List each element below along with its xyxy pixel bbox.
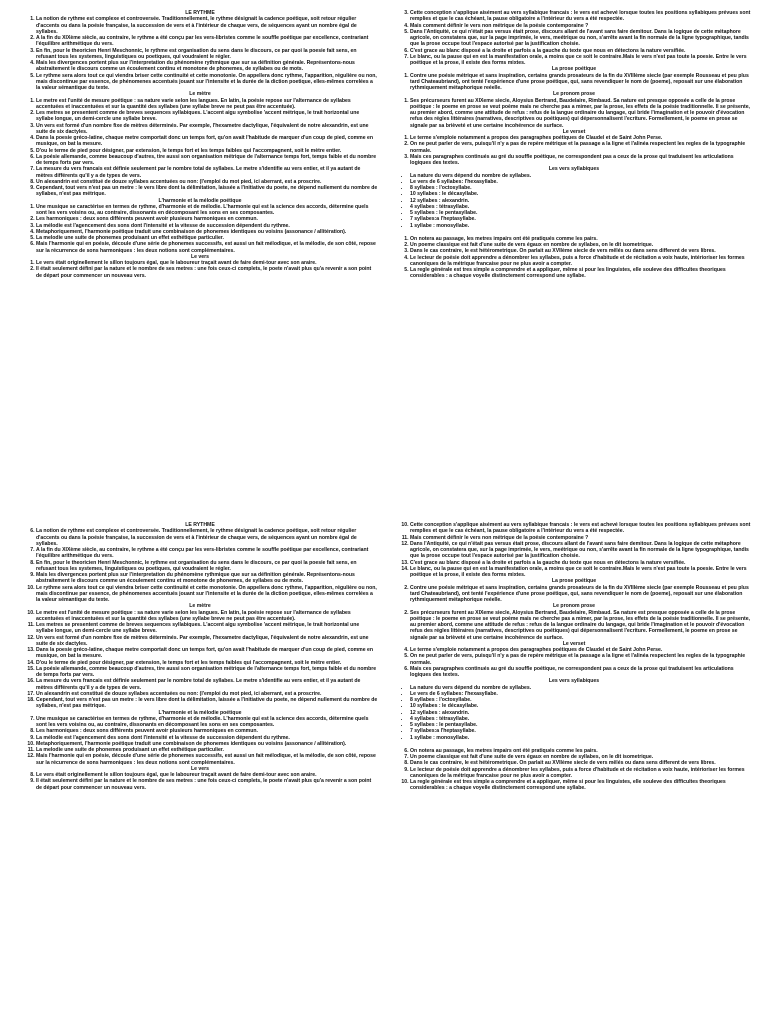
vers-list xyxy=(22,260,378,279)
list-item: 5. D'ou le terme de pied pour désigner, par extension, le temps fort et les temps faibles qui l'accompagnent, soit le mètre entier. xyxy=(36,148,378,154)
list-item: • 8 syllabes : l'octosyllabe. xyxy=(410,185,752,191)
list-item: • 1 syllabe : monosyllabe. xyxy=(410,735,752,741)
right-column-bottom xyxy=(396,522,752,1022)
list-item: 12. Mais l'harmonie qui en poésie, découle d'une série de phonemes successifs, est aussi un fait mélodique, et la mélodie, de son côté, repose sur la récurrence de sons harmoniques : les deux notions sont complémentaires. xyxy=(36,753,378,766)
list-item: 14. Le blanc, ou la pause qui en est la manifestation orale, a moins que ce soit le contraire.Mais le vers n'est pas toute la poesie. Entre le vers poétique et la prose, il existe des forms mixtes. xyxy=(410,566,752,579)
list-item: 15. La poésie allemande, comme beaucoup d'autres, tire aussi son organisation métrique de l'alternance temps fort, temps faible et du nombre de temps forts par vers. xyxy=(36,666,378,679)
list-item: 8. Les harmoniques : deux sons différents peuvent avoir plusieurs harmoniques en commun. xyxy=(36,728,378,734)
list-item: • 4 syllabes : tétrasyllabe. xyxy=(410,716,752,722)
section-heading: Le pronom prose xyxy=(553,91,595,98)
section-heading: Les vers syllabiques xyxy=(548,678,600,685)
list-item: 5. La melodie une suite de phonemes produisant un effet esthétique particulier. xyxy=(36,235,378,241)
list-item: 11. Mais comment définir le vers non métrique de la poésie contemporaine ? xyxy=(410,535,752,541)
list-item: 10. La regle générale est tres simple a comprendre et a appliquer, même si pour les linguistes, elle souleve des difficultes theoriques considerables : a chaque voyelle distinctement correspond une syllabe. xyxy=(410,779,752,792)
list-item: 2. Un poeme classique est fait d'une suite de vers égaux en nombre de syllabes, on le dit isometrique. xyxy=(410,242,752,248)
list-item: 7. Un poeme classique est fait d'une suite de vers égaux en nombre de syllabes, on le dit isometrique. xyxy=(410,754,752,760)
list-item: • La nature du vers dépend du nombre de syllabes. xyxy=(410,685,752,691)
page-bottom xyxy=(0,522,768,1022)
list-item: 8. En fin, pour le theoricien Henri Meschonnic, le rythme est organisation du sens dans le discours, ce par quoi la poesie fait sens, en refusant tous les systemes, linguistiques ou poetiques, qui voudraient le régler. xyxy=(36,560,378,573)
section-heading: Le pronom prose xyxy=(553,603,595,610)
list-item: • 10 syllabes : le décasyllabe. xyxy=(410,703,752,709)
section-heading: Les vers syllabiques xyxy=(548,166,600,173)
list-item: • 12 syllabes : alexandrin. xyxy=(410,710,752,716)
vers-list-continued xyxy=(396,522,752,578)
list-item: • 7 syllabes:a l'heptasyllabe. xyxy=(410,728,752,734)
harmonie-list xyxy=(22,204,378,254)
section-heading: Le mètre xyxy=(189,603,211,610)
list-item: 13. Dans la poesie gréco-latine, chaque metre comportait donc un temps fort, qu'on avait l'habitude de marquer d'un coup de pied, comme en musique, on bat la mesure. xyxy=(36,647,378,660)
section-heading: L'harmonie et la mélodie poétique xyxy=(158,709,242,716)
list-item: 10. Le rythme sera alors tout ce qui viendra briser cette continuité et cette monotonie. On appellera donc rythme, l'apparition, régulière ou non, mais discontinue par essence, de phénomenes accentués jouant sur l'intensite et la durée de la diction poetique, elles-mêmes correlées a la valeur sémantique du texte. xyxy=(36,585,378,604)
list-item: • 7 syllabes:a l'heptasyllabe. xyxy=(410,216,752,222)
list-item: 1. Contre une poésie métrique et sans inspiration, certains grands prosateurs de la fin du XVIIIème siecle (par exemple Rousseau et peu plus tard Chateaubriand), ont tenté l'expérience d'une prose poétique, qui, sans revendiquer le nom de (poeme), reposait sur une élaboration rythmiquement métaphorique reéelle. xyxy=(410,73,752,92)
list-item: 10. Metaphoriquement, l'harmonie poétique traduit une combinaison de phonemes identiques ou voisins (assonance / allitération). xyxy=(36,741,378,747)
rythme-list xyxy=(22,528,378,603)
list-item: 6. Mais ces paragraphes continués au gré du souffle poétique, ne correspondent pas a ceux de la prose qui traduisent les articulations logiques des textes. xyxy=(410,666,752,679)
list-item: 6. La notion de rythme est complexe et controversée. Traditionnellement, le rythme désignait la cadence poétique, soit retour régulier d'accents ou dans la poésie française, la succession de vers et à l'intérieur de chaque vers, de séquences ayant un nombre égal de syllabes. xyxy=(36,528,378,547)
list-item: • 4 syllabes : tétrasyllabe. xyxy=(410,204,752,210)
syllabiques-list xyxy=(396,173,752,229)
list-item: 8. Dans le cas contraire, le est hétérometrique. On parlait au XVIIème siecle de vers mêlés ou dans sens different de vers libres. xyxy=(410,760,752,766)
section-heading: L'harmonie et la mélodie poétique xyxy=(158,197,242,204)
section-heading: La prose poétique xyxy=(551,578,597,585)
list-item: 8. Le vers était originellement le sillon toujours égal, que le laboureur traçait avant de faire demi-tour avec son araire. xyxy=(36,772,378,778)
list-item: 2. Ses précurseurs furent au XIXeme siecle, Aloysius Bertrand, Baudelaire, Rimbaud. Sa nature est presque opposée a celle de la prose poétique : le poeme en prose se veut poème mais ne cherche pas a mimer, par la prose, les effets de la poésie traditionnelle. Il se présente, au premier abord, comme une attitude de refus : refus de la langue ordinaire du langage, qui bride l'imagination et le pouvoir d'évocation refus des régles littéraires (narratives, descriptives ou poétiques) qui dépersonnalisent l'ecriture. Formellement, le poeme en prose se signale par sa brièveté et une certaine incohérence de surface. xyxy=(410,610,752,641)
list-item: • 10 syllabes : le décasyllabe. xyxy=(410,191,752,197)
syllabiques-list xyxy=(396,685,752,741)
metre-list xyxy=(22,610,378,710)
pronom-prose-list xyxy=(396,98,752,129)
list-item: 10. Cette conception s'applique aisément au vers syllabique francais : le vers est achevé lorsque toutes les positions syllabiques prévues sont remplies et que le cas échéant, la pause obligatoire a l'intérieur du vers a été respectée. xyxy=(410,522,752,535)
section-heading: Le vers xyxy=(190,765,209,772)
list-item: 4. Le terme s'emploie notamment a propos des paragraphes poétiques de Claudel et de Saint John Perse. xyxy=(410,647,752,653)
left-column xyxy=(22,10,378,510)
list-item: 2. On ne peut parler de vers, puisqu'il n'y a pas de repère métrique et la passage a la ligne et l'alinéa respectent les regles de la typographie normale. xyxy=(410,141,752,154)
list-item: 13. C'est grace au blanc disposé a la droite et parfois a la gauche du texte que nous en détectons la nature versifiée. xyxy=(410,560,752,566)
list-item: 3. Un vers est formé d'un nombre fixe de mètres déterminés. Par exemple, l'hexametre dactylique, l'équivalent de notre alexandrin, est une suite de six dactyles. xyxy=(36,123,378,136)
list-item: 17. Un alexandrin est constitué de douze syllabes accentuées ou non: (l'emploi du mot pied, ici aberrant, est a proscrire. xyxy=(36,691,378,697)
list-item: • La nature du vers dépend du nombre de syllabes. xyxy=(410,173,752,179)
vers-list xyxy=(22,772,378,791)
list-item: 6. La poésie allemande, comme beaucoup d'autres, tire aussi son organisation métrique de l'alternance temps fort, temps faible et du nombre de temps forts par vers. xyxy=(36,154,378,167)
list-item: 7. Le blanc, ou la pause qui en est la manifestation orale, a moins que ce soit le contraire.Mais le vers n'est pas toute la poesie. Entre le vers poétique et la prose, il existe des forms mixtes. xyxy=(410,54,752,67)
list-item: 2. Il était seulement défini par la nature et le nombre de ses metres : une fois ceux-ci complets, le poete n'avait plus qu'a revenir a son point de départ pour commencer un nouveau vers. xyxy=(36,266,378,279)
list-item: 11. Les metres se presentent comme de breves sequences syllabiques. L'accent aigu symbolise 'accent métrique, le trait horizontal une syllabe longue, un demi-cercle une syllabe breve. xyxy=(36,622,378,635)
list-item: 3. La mélodie est l'agencement des sons dont l'intensité et la vitesse de succession dépendent du rythme. xyxy=(36,223,378,229)
vers-list-continued xyxy=(396,10,752,66)
list-item: 2. Contre une poésie métrique et sans inspiration, certains grands prosateurs de la fin du XVIIIème siecle (par exemple Rousseau et peu plus tard Chateaubriand), ont tenté l'expérience d'une prose poétique, qui, sans revendiquer le nom de (poeme), reposait sur une élaboration rythmiquement métaphorique reéelle. xyxy=(410,585,752,604)
section-heading: Le mètre xyxy=(189,91,211,98)
list-item: 2. Les metres se presentent comme de breves sequences syllabiques. L'accent aigu symbolise 'accent métrique, le trait horizontal une syllabe longue, un demi-cercle une syllabe breve. xyxy=(36,110,378,123)
list-item: 1. Le metre est l'unité de mesure poétique : sa nature varie selon les langues. En latin, la poésie repose sur l'alternance de syllabes accentuées et inaccentuées et sur la quantité des syllabes (une syllabe breve ne peut pas être accentuée). xyxy=(36,98,378,111)
list-item: 8. Un alexandrin est constitué de douze syllabes accentuées ou non: (l'emploi du mot pied, ici aberrant, est a proscrire. xyxy=(36,179,378,185)
rythme-list xyxy=(22,16,378,91)
list-item: 18. Cependant, tout vers n'est pas un metre : le vers libre dont la délimitation, laissée a l'initiative du poete, ne dépend nullement du nombre de syllabes, n'est pas métrique. xyxy=(36,697,378,710)
list-item: 5. Dans l'Antiquité, ce qui n'était pas versus était prose, discours allant de l'avant sans faire demitour. Dans la logique de cette métaphore agricole, on constatera que, sur la page imprimée, le vers, meétrique ou non, s'arrête avant la fin normale de la ligne typographique, tandis que la prose occupe tout l'espace autorisé par la justification choisie. xyxy=(410,29,752,48)
final-list xyxy=(396,236,752,280)
list-item: 5. On ne peut parler de vers, puisqu'il n'y a pas de repère métrique et la passage a la ligne et l'alinéa respectent les regles de la typographie normale. xyxy=(410,653,752,666)
final-list xyxy=(396,748,752,792)
list-item: 11. La melodie une suite de phonemes produisant un effet esthétique particulier. xyxy=(36,747,378,753)
list-item: 1. Le terme s'emploie notamment a propos des paragraphes poétiques de Claudel et de Saint John Perse. xyxy=(410,135,752,141)
list-item: 1. Une musique se caractérise en termes de rythme, d'harmonie et de mélodie. L'harmonie qui est la science des accords, détermine quels sont les vers voisins ou, au contraire, dissonants en décomposant les sons en ses composantes. xyxy=(36,204,378,217)
list-item: 4. Mais les divergences portent plus sur l'interpretation du phénomène rythmique que sur sa définition générale. Représentons-nous abstraitement le discours comme un écoulement continu et monotone de phonemes, de syllabes ou de mots. xyxy=(36,60,378,73)
list-item: • 12 syllabes : alexandrin. xyxy=(410,198,752,204)
right-column xyxy=(396,10,752,510)
list-item: • Le vers de 6 syllabes: l'hexasyllabe. xyxy=(410,691,752,697)
page-top xyxy=(0,10,768,510)
doc-title: LE RYTHME xyxy=(185,522,215,528)
list-item: 9. Il était seulement défini par la nature et le nombre de ses metres : une fois ceux-ci complets, le poete n'avait plus qu'a revenir a son point de départ pour commencer un nouveau vers. xyxy=(36,778,378,791)
list-item: 9. Mais les divergences portent plus sur l'interpretation du phénomène rythmique que sur sa définition générale. Représentons-nous abstraitement le discours comme un écoulement continu et monotone de phonemes, de syllabes ou de mots. xyxy=(36,572,378,585)
list-item: 7. A la fin du XIXème siècle, au contraire, le rythme a été conçu par les vers-libristes comme le souffle poétique par excellence, contrariant l'équilibre arithmétique du vers. xyxy=(36,547,378,560)
list-item: 2. Les harmoniques : deux sons différents peuvent avoir plusieurs harmoniques en commun. xyxy=(36,216,378,222)
list-item: 12. Un vers est formé d'un nombre fixe de mètres déterminés. Par exemple, l'hexametre dactylique, l'équivalent de notre alexandrin, est une suite de six dactyles. xyxy=(36,635,378,648)
list-item: 16. La mesure du vers francais est définie seulement par le nombre total de syllabes. Le metre s'identifie au vers entier, et il ya autant de mètres différents qu'il y a de types de vers. xyxy=(36,678,378,691)
list-item: 7. Une musique se caractérise en termes de rythme, d'harmonie et de mélodie. L'harmonie qui est la science des accords, détermine quels sont les vers voisins ou, au contraire, dissonants en décomposant les sons en ses composantes. xyxy=(36,716,378,729)
list-item: 1. Ses précurseurs furent au XIXeme siecle, Aloysius Bertrand, Baudelaire, Rimbaud. Sa nature est presque opposée a celle de la prose poétique : le poeme en prose se veut poème mais ne cherche pas a mimer, par la prose, les effets de la poésie traditionnelle. Il se présente, au premier abord, comme une attitude de refus : refus de la langue ordinaire du langage, qui bride l'imagination et le pouvoir d'évocation refus des régles littéraires (narratives, descriptives ou poétiques) qui dépersonnalisent l'ecriture. Formellement, le poeme en prose se signale par sa brièveté et une certaine incohérence de surface. xyxy=(410,98,752,129)
list-item: • Le vers de 6 syllabes: l'hexasyllabe. xyxy=(410,179,752,185)
prose-poetique-list xyxy=(396,73,752,92)
list-item: • 8 syllabes : l'octosyllabe. xyxy=(410,697,752,703)
section-heading: Le verset xyxy=(562,128,586,135)
list-item: 6. Mais l'harmonie qui en poésie, découle d'une série de phonemes successifs, est aussi un fait mélodique, et la mélodie, de son côté, repose sur la récurrence de sons harmoniques : les deux notions sont complémentaires. xyxy=(36,241,378,254)
list-item: 10. Le metre est l'unité de mesure poétique : sa nature varie selon les langues. En latin, la poésie repose sur l'alternance de syllabes accentuées et inaccentuées et sur la quantité des syllabes (une syllabe breve ne peut pas être accentuée). xyxy=(36,610,378,623)
list-item: 1. Le vers était originellement le sillon toujours égal, que le laboureur traçait avant de faire demi-tour avec son araire. xyxy=(36,260,378,266)
list-item: 1. On notera au passage, les metres impairs ont été pratiqués comme les pairs. xyxy=(410,236,752,242)
list-item: 3. Dans le cas contraire, le est hétérometrique. On parlait au XVIIème siecle de vers mêlés ou dans sens different de vers libres. xyxy=(410,248,752,254)
list-item: 9. Cependant, tout vers n'est pas un metre : le vers libre dont la délimitation, laissée a l'initiative du poete, ne dépend nullement du nombre de syllabes, n'est pas métrique. xyxy=(36,185,378,198)
list-item: 5. Le rythme sera alors tout ce qui viendra briser cette continuité et cette monotonie. On appellera donc rythme, l'apparition, régulière ou non, mais discontinue par essence, de phénomenes accentués jouant sur l'intensite et la durée de la diction poetique, elles-mêmes correlées a la valeur sémantique du texte. xyxy=(36,73,378,92)
list-item: 1. La notion de rythme est complexe et controversée. Traditionnellement, le rythme désignait la cadence poétique, soit retour régulier d'accents ou dans la poésie française, la succession de vers et à l'intérieur de chaque vers, de séquences ayant un nombre égal de syllabes. xyxy=(36,16,378,35)
list-item: 5. La regle générale est tres simple a comprendre et a appliquer, même si pour les linguistes, elle souleve des difficultes theoriques considerables : a chaque voyelle distinctement correspond une syllabe. xyxy=(410,267,752,280)
list-item: • 5 syllabes : le pentasyllabe. xyxy=(410,210,752,216)
prose-poetique-list xyxy=(396,585,752,604)
list-item: • 5 syllabes : le pentasyllabe. xyxy=(410,722,752,728)
left-column-bottom xyxy=(22,522,378,1022)
list-item: 12. Dans l'Antiquité, ce qui n'était pas versus était prose, discours allant de l'avant sans faire demitour. Dans la logique de cette métaphore agricole, on constatera que, sur la page imprimée, le vers, meétrique ou non, s'arrête avant la fin normale de la ligne typographique, tandis que la prose occupe tout l'espace autorisé par la justification choisie. xyxy=(410,541,752,560)
verset-list xyxy=(396,647,752,678)
list-item: 4. Dans la poesie gréco-latine, chaque metre comportait donc un temps fort, qu'on avait l'habitude de marquer d'un coup de pied, comme en musique, on bat la mesure. xyxy=(36,135,378,148)
list-item: 6. On notera au passage, les metres impairs ont été pratiqués comme les pairs. xyxy=(410,748,752,754)
section-heading: Le verset xyxy=(562,640,586,647)
verset-list xyxy=(396,135,752,166)
list-item: 4. Mais comment définir le vers non métrique de la poésie contemporaine ? xyxy=(410,23,752,29)
list-item: 2. A la fin du XIXème siècle, au contraire, le rythme a été conçu par les vers-libristes comme le souffle poétique par excellence, contrariant l'équilibre arithmétique du vers. xyxy=(36,35,378,48)
list-item: 9. Le lecteur de poésie doit apprendre a dénombrer les syllabes, puis a force d'habitude et de récitation a voix haute, intérioriser les formes canoniques de la métrique francaise pour ne plus avoir a compter. xyxy=(410,767,752,780)
metre-list xyxy=(22,98,378,198)
list-item: 3. Cette conception s'applique aisément au vers syllabique francais : le vers est achevé lorsque toutes les positions syllabiques prévues sont remplies et que le cas échéant, la pause obligatoire a l'intérieur du vers a été respectée. xyxy=(410,10,752,23)
doc-title: LE RYTHME xyxy=(185,10,215,16)
list-item: • 1 syllabe : monosyllabe. xyxy=(410,223,752,229)
list-item: 4. Metaphoriquement, l'harmonie poétique traduit une combinaison de phonemes identiques ou voisins (assonance / allitération). xyxy=(36,229,378,235)
list-item: 3. Mais ces paragraphes continués au gré du souffle poétique, ne correspondent pas a ceux de la prose qui traduisent les articulations logiques des textes. xyxy=(410,154,752,167)
list-item: 9. La mélodie est l'agencement des sons dont l'intensité et la vitesse de succession dépendent du rythme. xyxy=(36,735,378,741)
list-item: 4. Le lecteur de poésie doit apprendre a dénombrer les syllabes, puis a force d'habitude et de récitation a voix haute, intérioriser les formes canoniques de la métrique francaise pour ne plus avoir a compter. xyxy=(410,255,752,268)
harmonie-list xyxy=(22,716,378,766)
list-item: 7. La mesure du vers francais est définie seulement par le nombre total de syllabes. Le metre s'identifie au vers entier, et il ya autant de mètres différents qu'il y a de types de vers. xyxy=(36,166,378,179)
list-item: 14. D'ou le terme de pied pour désigner, par extension, le temps fort et les temps faibles qui l'accompagnent, soit le mètre entier. xyxy=(36,660,378,666)
list-item: 6. C'est grace au blanc disposé a la droite et parfois a la gauche du texte que nous en détectons la nature versifiée. xyxy=(410,48,752,54)
pronom-prose-list xyxy=(396,610,752,641)
section-heading: La prose poétique xyxy=(551,66,597,73)
list-item: 3. En fin, pour le theoricien Henri Meschonnic, le rythme est organisation du sens dans le discours, ce par quoi la poesie fait sens, en refusant tous les systemes, linguistiques ou poetiques, qui voudraient le régler. xyxy=(36,48,378,61)
section-heading: Le vers xyxy=(190,253,209,260)
